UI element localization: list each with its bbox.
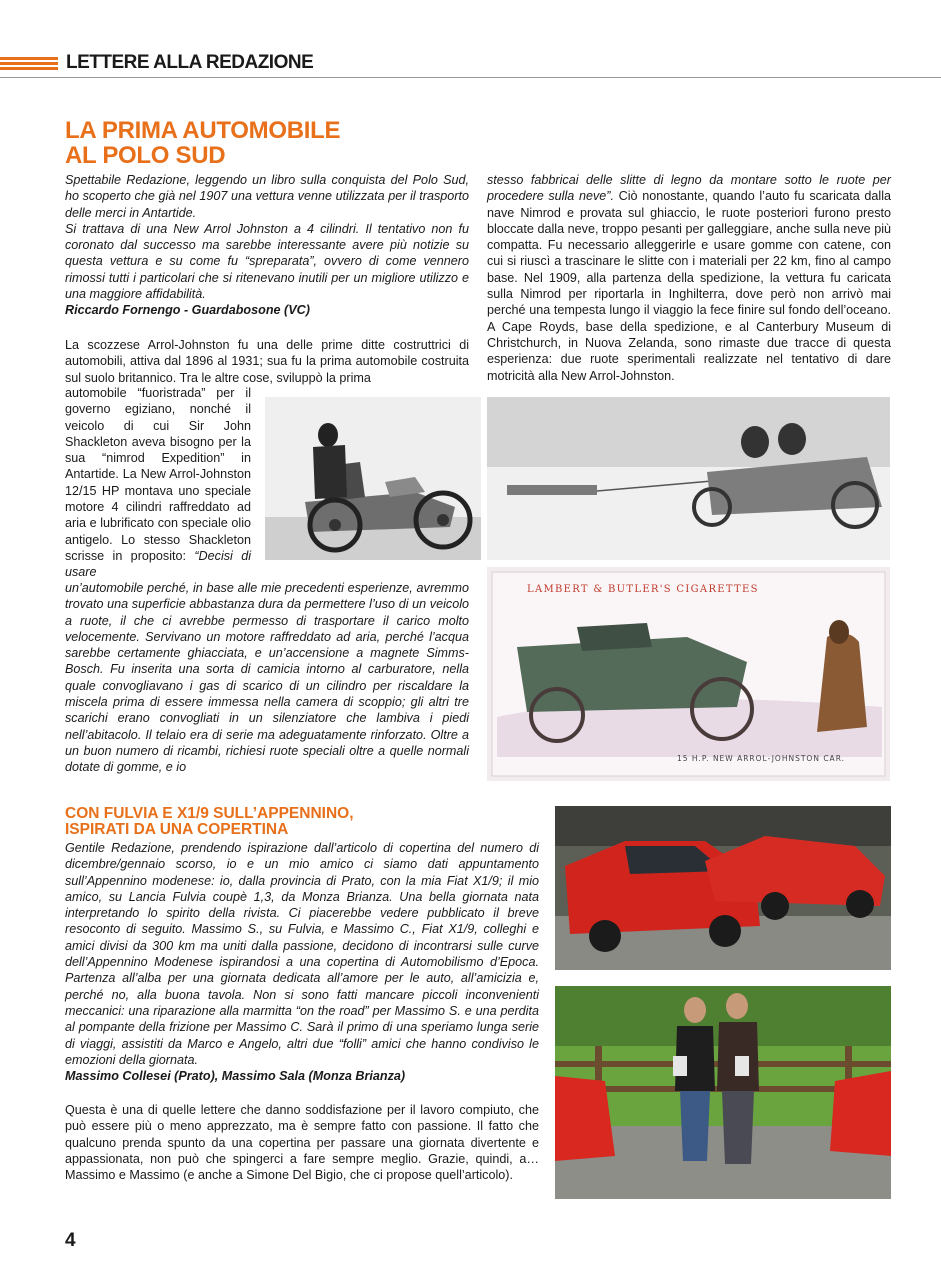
article1-quote-end: stesso fabbricai delle slitte di legno da montare sotto le ruote per procedere sulla neve”.	[487, 173, 891, 204]
header-stripes-decoration	[0, 57, 58, 72]
section-header	[0, 52, 941, 78]
article1-letter	[65, 172, 469, 319]
article1-letter-paragraph2: Si trattava di una New Arrol Johnston a 4 cilindri. Il tentativo non fu coronato dal successo ma sarebbe interessante avere più notizie su questa vettura e su come fu “spreparata”, ovvero di come vennero rimossi tutti i particolari che si ritenevano inutili per un migliore utilizzo e una maggiore affidabilità.	[65, 221, 469, 302]
article1-title-line2: AL POLO SUD	[65, 142, 226, 169]
section-title: LETTERE ALLA REDAZIONE	[66, 52, 314, 73]
photo-arrol-johnston-car-driver	[265, 397, 481, 560]
article2-headline	[65, 806, 354, 838]
card-brand-text: LAMBERT & BUTLER'S CIGARETTES	[527, 584, 759, 595]
photo-car-towing-sledges	[487, 397, 890, 560]
article2-letter	[65, 840, 539, 1084]
article2-letter-text: Gentile Redazione, prendendo ispirazione dall’articolo di copertina del numero di dicembre/gennaio scorso, io e un mio amico ci siamo dati appuntamento sull’Appennino modenese: io, dalla provincia di Prato, con la mia Fiat X1/9; il mio amico, su Lancia Fulvia coupè 1,3, da Monza Brianza. Una bella giornata nata interpretando lo spirito della rivista. Ci piacerebbe vedere pubblicato il breve resoconto di seguito. Massimo S., su Fulvia, e Massimo C., Fiat X1/9, colleghi e amici divisi da 300 km ma uniti dalla passione, decidono di incontrarsi sulle curve dell’Appennino Modenese ispirandosi a una copertina di Automobilismo d’Epoca. Partenza all’alba per una giornata dedicata all’amore per le auto, all’amicizia e, perché no, alla buona tavola. Non si sono fatti mancare piccoli inconvenienti meccanici: una riparazione alla marmitta “on the road” per Massimo S. e una perdita al pompante della frizione per Massimo C. Sarà il primo di una speriamo lunga serie di viaggi, assistiti da Marco e Angelo, altri due “folli” amici che hanno condiviso le emozioni della giornata.	[65, 841, 539, 1067]
header-rule	[0, 77, 941, 78]
photo-cigarette-card	[487, 567, 890, 781]
article1-signature: Riccardo Fornengo - Guardabosone (VC)	[65, 303, 310, 318]
page-number: 4	[65, 1230, 76, 1251]
article1-title-line1: LA PRIMA AUTOMOBILE	[65, 117, 341, 144]
article1-column2	[487, 172, 891, 384]
article1-quote-body: un’automobile perché, in base alle mie precedenti esperienze, avremmo trovato una superficie abbastanza dura da permettere l’uso di un veicolo a ruote, il che ci avrebbe permesso di trasportare il carico molto velocemente. Servivano un motore raffreddato ad aria, perché l’acqua sarebbe certamente ghiacciata, e un’accensione a magnete Simms-Bosch. Fu inserita una sorta di camicia intorno al carburatore, nella quale convogliavano i gas di scarico di un cilindro per riscaldare la miscela prima di essere immessa nella camera di scoppio; gli altri tre scarichi erano convogliati in un silenziatore che lambiva i piedi nell’abitacolo. Il telaio era di serie ma adeguatamente rinforzato. Oltre a un buon numero di ricambi, richiesi ruote speciali oltre a quelle normali dotate di gomme, e io	[65, 581, 469, 775]
article1-reply-intro: La scozzese Arrol-Johnston fu una delle prime ditte costruttrici di automobili, attiva dal 1896 al 1931; sua fu la prima automobile costruita sul suolo britannico. Tra le altre cose, sviluppò la prima	[65, 338, 469, 385]
article1-letter-paragraph1: Spettabile Redazione, leggendo un libro sulla conquista del Polo Sud, ho scoperto che già nel 1907 una vettura venne utilizzata per il trasporto delle merci in Antartide.	[65, 173, 469, 220]
article1-quote-start: “Decisi di usare	[65, 548, 251, 580]
article2-signature: Massimo Collesei (Prato), Massimo Sala (Monza Brianza)	[65, 1069, 406, 1084]
article2-title-line2: ISPIRATI DA UNA COPERTINA	[65, 821, 289, 838]
article1-column2-text: Ciò nonostante, quando l’auto fu scaricata dalla nave Nimrod e provata sul ghiaccio, le ruote posteriori furono presto bloccate dalla neve, troppo pesanti per galleggiare, anche sulla neve più compatta. Fu necessario alleggerirle e usare gomme con catene, con cui si riuscì a trascinare le slitte con i materiali per 22 km, fino al campo base. Nel 1909, alla partenza della spedizione, la vettura fu caricata sulla Nimrod per riportarla in Inghilterra, dove però non arrivò mai perché una tempesta lungo il viaggio la fece finire sul fondo dell’oceano. A Cape Royds, base della spedizione, e al Canterbury Museum di Christchurch, in Nuova Zelanda, sono rimaste due tracce di questa esperienza: due ruote sperimentali realizzate nel tentativo di dare motricità alla New Arrol-Johnston.	[487, 189, 891, 383]
article1-headline	[65, 118, 340, 168]
article1-reply-narrow-column	[65, 385, 251, 581]
card-caption-text: 15 H.P. NEW ARROL-JOHNSTON CAR.	[677, 754, 846, 763]
photo-fulvia-and-x19	[555, 806, 891, 970]
article1-reply-narrow-text: automobile “fuoristrada” per il governo egiziano, nonché il veicolo di cui Sir John Shackleton aveva bisogno per la sua “nimrod Expedition” in Antartide. La New Arrol-Johnston 12/15 HP montava uno speciale motore 4 cilindri raffreddato ad aria e lubrificato con speciale olio antigelo. Lo stesso Shackleton scrisse in proposito:	[65, 386, 251, 563]
article2-reply: Questa è una di quelle lettere che danno soddisfazione per il lavoro compiuto, che può essere più o meno apprezzato, ma è sempre fatto con passione. Il fatto che qualcuno prenda spunto da una copertina per passare una giornata divertente e appassionata, non può che spingerci a fare sempre meglio. Grazie, quindi, a… Massimo e Massimo (e anche a Simone Del Bigio, che ci propose quell’articolo).	[65, 1103, 539, 1183]
photo-two-friends-with-cars	[555, 986, 891, 1199]
article2-title-line1: CON FULVIA E X1/9 SULL’APPENNINO,	[65, 805, 354, 822]
